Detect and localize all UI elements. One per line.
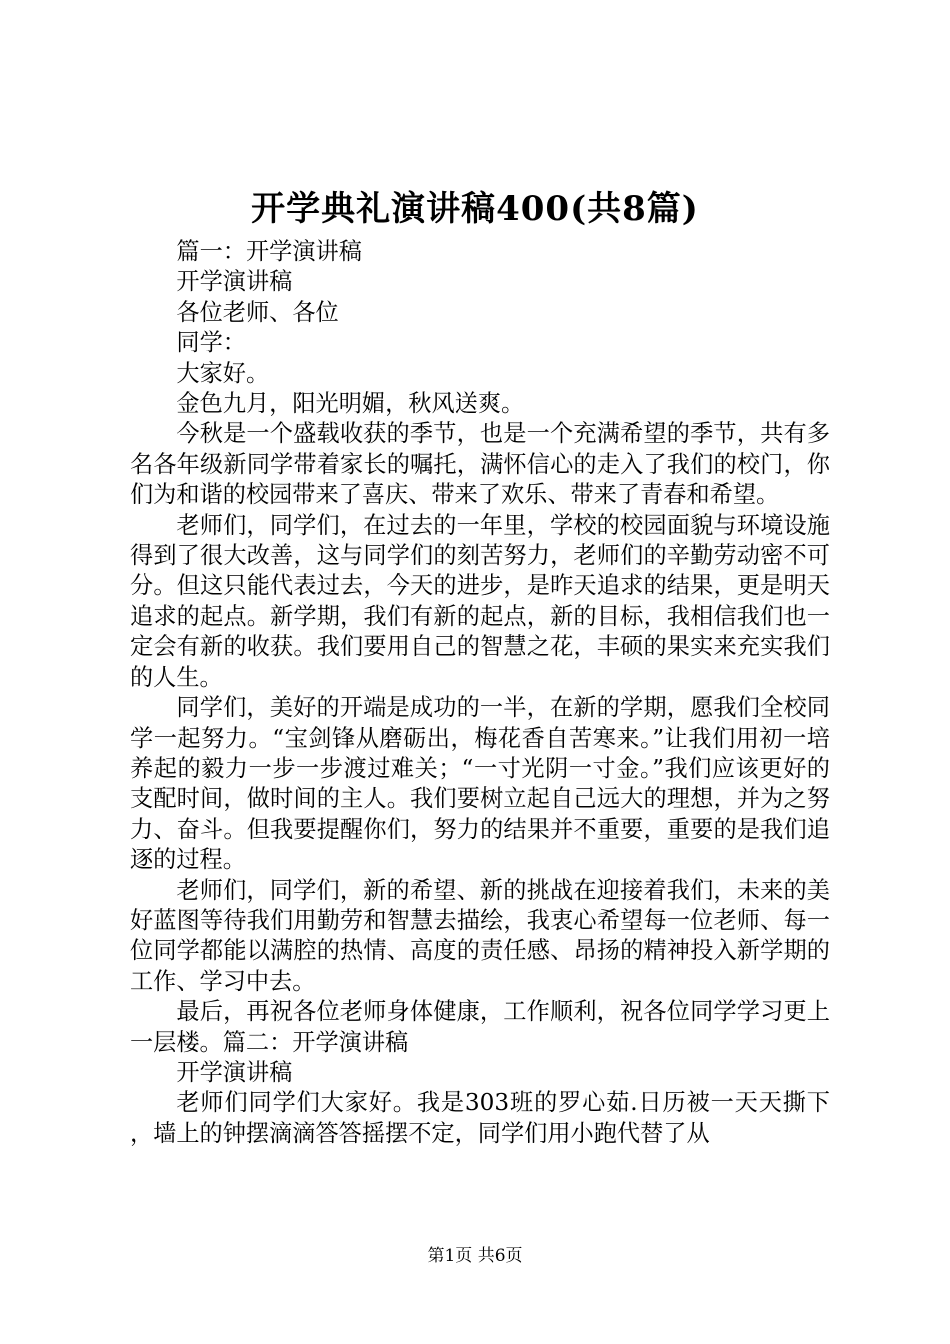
paragraph: 篇一：开学演讲稿 [176,238,362,265]
paragraph: 老师们同学们大家好。我是303班的罗心茹.日历被一天天撕下，墙上的钟摆滴滴答答摇摆不定，同学们用小跑代替了从 [130,1089,830,1147]
paragraph: 开学演讲稿 [176,268,293,296]
paragraph: 各位老师、各位 [176,298,339,326]
paragraph: 最后，再祝各位老师身体健康，工作顺利，祝各位同学学习更上一层楼。篇二：开学演讲稿 [130,998,830,1056]
paragraph: 今秋是一个盛载收获的季节，也是一个充满希望的季节，共有多名各年级新同学带着家长的嘱托，满怀信心的走入了我们的校门，你们为和谐的校园带来了喜庆、带来了欢乐、带来了青春和希望。 [130,420,830,509]
document-title: 开学典礼演讲稿400(共8篇) [251,189,699,229]
page-footer: 第1页 共6页 [427,1246,523,1266]
paragraph: 开学演讲稿 [176,1058,293,1086]
document-body [130,237,830,1149]
paragraph: 金色九月，阳光明媚，秋风送爽。 [176,390,525,418]
paragraph: 老师们，同学们，新的希望、新的挑战在迎接着我们，未来的美好蓝图等待我们用勤劳和智慧去描绘，我衷心希望每一位老师、每一位同学都能以满腔的热情、高度的责任感、昂扬的精神投入新学期的工作、学习中去。 [130,876,830,995]
paragraph: 同学们，美好的开端是成功的一半，在新的学期，愿我们全校同学一起努力。“宝剑锋从磨砺出，梅花香自苦寒来。”让我们用初一培养起的毅力一步一步渡过难关；“一寸光阴一寸金。”我们应该更好的支配时间，做时间的主人。我们要树立起自己远大的理想，并为之努力、奋斗。但我要提醒你们，努力的结果并不重要，重要的是我们追逐的过程。 [130,694,830,874]
paragraph: 老师们，同学们，在过去的一年里，学校的校园面貌与环境设施得到了很大改善，这与同学们的刻苦努力，老师们的辛勤劳动密不可分。但这只能代表过去，今天的进步，是昨天追求的结果，更是明天追求的起点。新学期，我们有新的起点，新的目标，我相信我们也一定会有新的收获。我们要用自己的智慧之花，丰硕的果实来充实我们的人生。 [130,511,830,691]
paragraph: 大家好。 [176,359,270,387]
paragraph: 同学： [176,329,246,357]
